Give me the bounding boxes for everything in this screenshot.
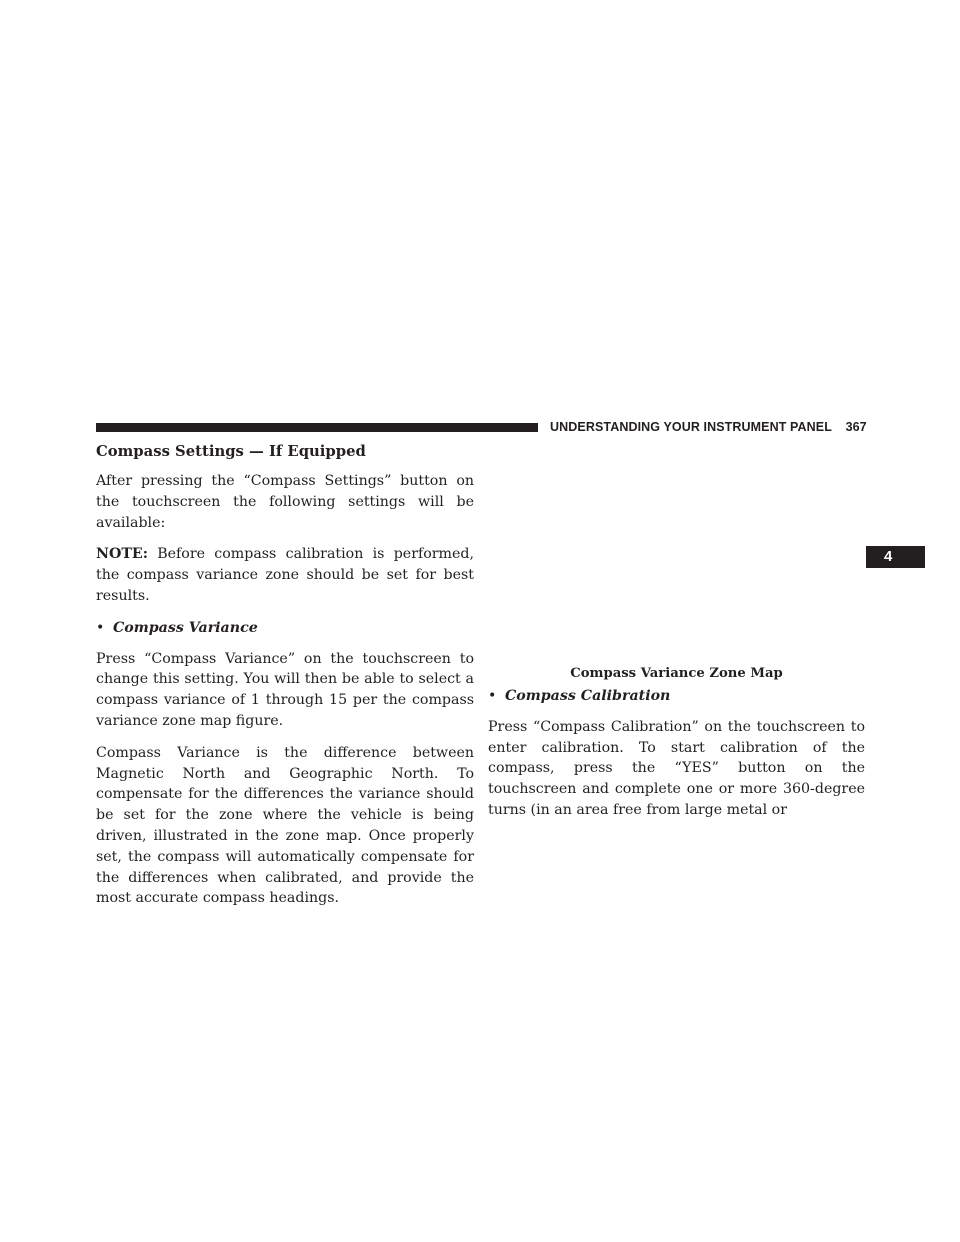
bullet-dot-icon: • xyxy=(488,688,497,704)
note-paragraph xyxy=(96,544,474,606)
zone-map-figure xyxy=(488,442,865,664)
right-column xyxy=(488,686,865,832)
page-number: 367 xyxy=(845,420,867,434)
calibration-paragraph: Press “Compass Calibration” on the touchscreen to enter calibration. To start calibration of the compass, press the “YES” button on the touchscreen and complete one or more 360-degree turns (in an area free from large metal or xyxy=(488,718,865,818)
intro-paragraph: After pressing the “Compass Settings” button on the touchscreen the following settings will be available: xyxy=(96,473,474,531)
figure-caption: Compass Variance Zone Map xyxy=(570,666,783,681)
running-head-section: UNDERSTANDING YOUR INSTRUMENT PANEL xyxy=(550,420,832,434)
running-head xyxy=(550,420,867,434)
variance-paragraph-2: Compass Variance is the difference between Magnetic North and Geographic North. To compensate for the differences the variance should be set for the zone where the vehicle is being driven, illustrated in the zone map. Once properly set, the compass will automatically compensate for the differences when calibrated, and provide the most accurate compass headings. xyxy=(96,744,474,907)
bullet-compass-variance xyxy=(96,618,474,639)
chapter-tab: 4 xyxy=(866,546,925,568)
header-rule xyxy=(96,423,538,432)
note-text: Before compass calibration is performed, the compass variance zone should be set for best results. xyxy=(96,546,474,604)
bullet-label: Compass Variance xyxy=(113,619,258,636)
bullet-label: Compass Calibration xyxy=(505,688,671,704)
section-heading: Compass Settings — If Equipped xyxy=(96,443,366,460)
note-label: NOTE: xyxy=(96,546,148,563)
variance-paragraph-1: Press “Compass Variance” on the touchscreen to change this setting. You will then be able to select a compass variance of 1 through 15 per the compass variance zone map figure. xyxy=(96,650,474,729)
left-column xyxy=(96,442,474,920)
bullet-compass-calibration xyxy=(488,686,865,707)
bullet-dot-icon: • xyxy=(96,619,105,636)
